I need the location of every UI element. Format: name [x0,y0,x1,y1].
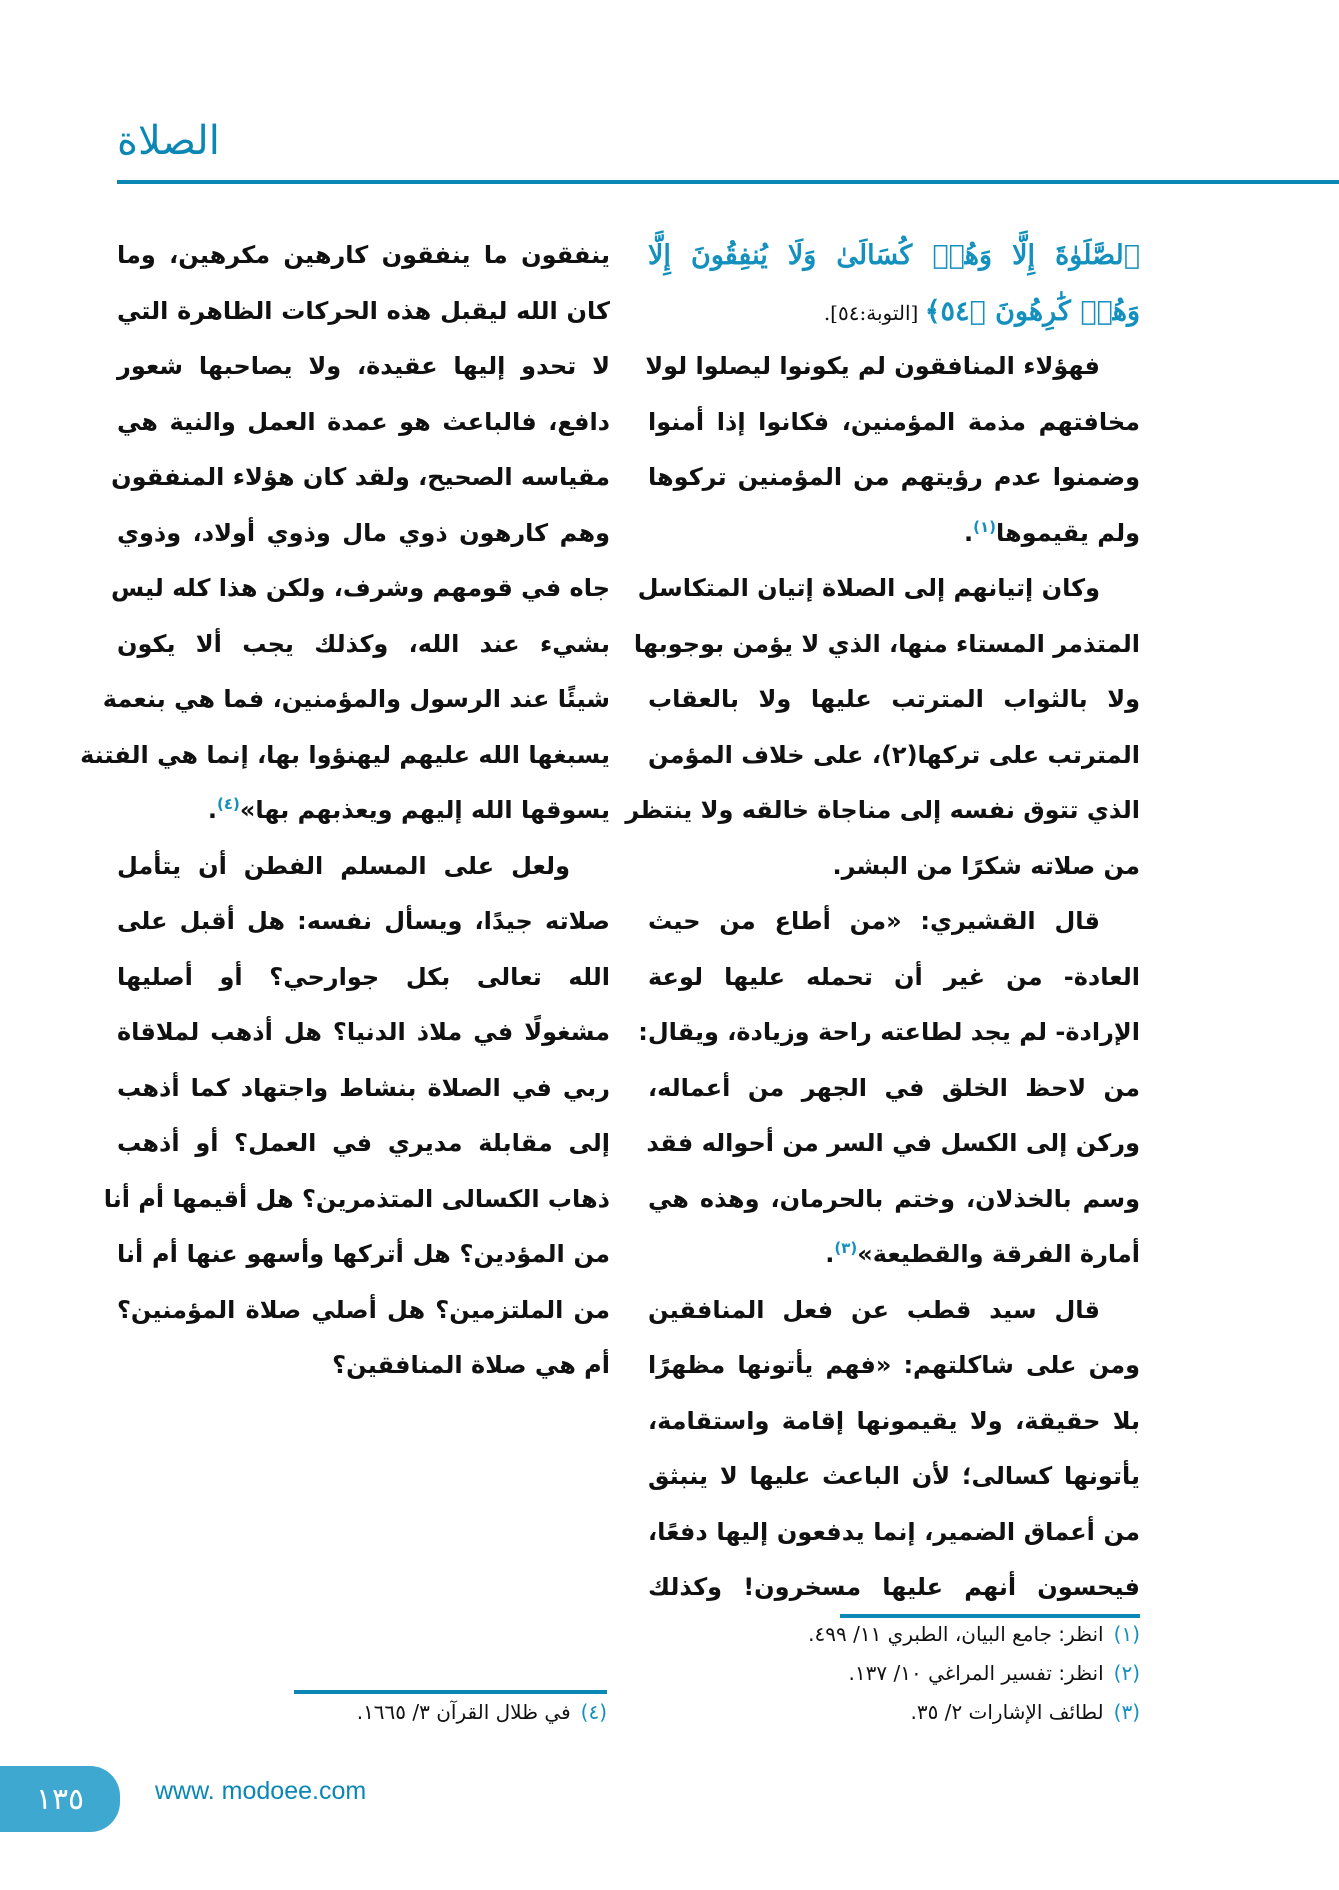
text-line [117,1338,610,1394]
text-line [648,1116,1140,1172]
line-text: المتذمر المستاء منها، الذي لا يؤمن بوجوبها [633,629,1140,658]
line-text: مخافتهم مذمة المؤمنين، فكانوا إذا أمنوا [648,407,1140,436]
line-text: ينفقون ما ينفقون كارهين مكرهين، وما [117,241,610,269]
chapter-title: الصلاة [117,118,220,164]
footnote [357,1700,607,1724]
line-text: من صلاته شكرًا من البشر. [832,851,1140,880]
footnote-separator [294,1690,607,1694]
text-line [117,1227,610,1283]
page-number: ١٣٥ [0,1766,120,1832]
left-column [80,228,610,1394]
right-column [625,228,1140,1616]
line-text: مقياسه الصحيح، ولقد كان هؤلاء المنفقون [111,463,610,491]
footnote [910,1700,1140,1724]
line-text: فهؤلاء المنافقون لم يكونوا ليصلوا لولا [645,352,1100,380]
text-line [648,1061,1140,1117]
text-line [648,1338,1140,1394]
text-line [645,339,1140,395]
line-text: الذي تتوق نفسه إلى مناجاة خالقه ولا ينتظر [625,796,1140,824]
website-link[interactable]: www. modoee.com [155,1777,367,1805]
line-text: الإرادة- لم يجد لطاعته راحة وزيادة، ويقال: [638,1018,1140,1046]
line-text: كان الله ليقبل هذه الحركات الظاهرة التي [117,296,610,325]
text-line [117,1283,610,1339]
text-line [648,1560,1140,1616]
quran-verse-text: وَهُمۡ كَٰرِهُونَ ﴿٥٤﴾ [924,295,1140,327]
footnote-number: (٣) [1113,1700,1140,1724]
footnote-separator [840,1614,1140,1618]
line-text: من الملتزمين؟ هل أصلي صلاة المؤمنين؟ [117,1295,610,1324]
text-line [638,1005,1140,1061]
line-text: وسم بالخذلان، وختم بالحرمان، وهذه هي [648,1184,1140,1213]
line-text: ربي في الصلاة بنشاط واجتهاد كما أذهب [117,1073,610,1102]
text-line [648,950,1140,1006]
line-text: دافع، فالباعث هو عمدة العمل والنية هي [117,407,610,436]
footnote-text: في ظلال القرآن ٣/ ١٦٦٥. [356,1700,571,1724]
text-line [633,617,1140,673]
text-line [648,1505,1140,1561]
footnote-marker: (١) [973,517,997,536]
text-line [117,783,610,839]
line-text: بشيء عند الله، وكذلك يجب ألا يكون [117,629,610,658]
text-line [648,728,1140,784]
line-text: العادة- من غير أن تحمله عليها لوعة [648,962,1140,991]
line-text: ولعل على المسلم الفطن أن يتأمل [117,851,570,880]
text-line [117,284,610,340]
text-line [648,1283,1140,1339]
text-line [117,395,610,451]
line-text: أمارة الفرقة والقطيعة» [857,1240,1140,1268]
footnote [808,1622,1140,1646]
line-text: من لاحظ الخلق في الجهر من أعماله، [648,1073,1140,1102]
verse-reference: [التوبة:٥٤]. [823,300,925,325]
line-text: وهم كارهون ذوي مال وذوي أولاد، وذوي [117,518,610,547]
line-text: ولا بالثواب المترتب عليها ولا بالعقاب [648,685,1140,713]
text-line [648,450,1140,506]
text-line [648,1394,1140,1450]
text-line [648,839,1140,895]
header-rule [117,180,1339,184]
line-text: مشغولًا في ملاذ الدنيا؟ هل أذهب لملاقاة [117,1018,610,1046]
line-text: قال القشيري: «من أطاع من حيث [648,907,1100,935]
text-line [117,228,610,284]
line-text: ومن على شاكلتهم: «فهم يأتونها مظهرًا [648,1351,1140,1379]
footnote-number: (١) [1113,1622,1140,1646]
line-text: ولم يقيموها [996,518,1140,547]
text-line [648,506,1140,562]
text-line [637,561,1140,617]
line-text: ذهاب الكسالى المتذمرين؟ هل أقيمها أم أنا [103,1184,610,1213]
line-text: المترتب على تركها(٢)، على خلاف المؤمن [648,740,1140,769]
text-line [80,728,610,784]
text-line [648,1172,1140,1228]
footnote-number: (٢) [1113,1661,1140,1685]
line-text: وركن إلى الكسل في السر من أحواله فقد [646,1129,1140,1157]
text-line [117,339,610,395]
line-text: وكان إتيانهم إلى الصلاة إتيان المتكاسل [637,574,1100,602]
punctuation: . [964,518,974,547]
line-text: يأتونها كسالى؛ لأن الباعث عليها لا ينبثق [648,1462,1140,1490]
text-line [648,1449,1140,1505]
line-text: الله تعالى بكل جوارحي؟ أو أصليها [117,962,610,991]
line-text: جاه في قومهم وشرف، ولكن هذا كله ليس [111,574,610,602]
text-line [117,1061,610,1117]
text-line [117,839,610,895]
line-text: يسبغها الله عليهم ليهنؤوا بها، إنما هي الفتنة [80,740,610,769]
footnote-marker: (٣) [834,1239,858,1257]
line-text: أم هي صلاة المنافقين؟ [332,1351,610,1379]
line-text: فيحسون أنهم عليها مسخرون! وكذلك [648,1573,1140,1601]
text-line [117,1116,610,1172]
line-text: لا تحدو إليها عقيدة، ولا يصاحبها شعور [117,352,610,380]
line-text: إلى مقابلة مديري في العمل؟ أو أذهب [117,1129,610,1157]
line-text: بلا حقيقة، ولا يقيمونها إقامة واستقامة، [648,1406,1140,1435]
line-text: صلاته جيدًا، ويسأل نفسه: هل أقبل على [117,907,610,935]
quran-verse-line: ٱلصَّلَوٰةَ إِلَّا وَهُمۡ كُسَالَىٰ وَلَا يُنفِقُونَ إِلَّا [648,240,1140,271]
quran-verse-line [648,284,1140,340]
punctuation: . [207,796,217,824]
footnote-marker: (٤) [216,795,240,813]
text-line [111,561,610,617]
footnote-text: انظر: تفسير المراغي ١٠/ ١٣٧. [848,1661,1104,1685]
text-line [117,1005,610,1061]
text-line [117,617,610,673]
text-line [648,672,1140,728]
line-text: يسوقها الله إليهم ويعذبهم بها» [239,796,610,824]
footnote-text: انظر: جامع البيان، الطبري ١١/ ٤٩٩. [808,1622,1104,1646]
text-line [103,1172,610,1228]
text-line [648,395,1140,451]
line-text: من أعماق الضمير، إنما يدفعون إليها دفعًا، [648,1517,1140,1546]
text-line [117,506,610,562]
text-line [648,1227,1140,1283]
line-text: وضمنوا عدم رؤيتهم من المؤمنين تركوها [648,463,1140,491]
line-text: من المؤدين؟ هل أتركها وأسهو عنها أم أنا [117,1240,610,1268]
text-line [625,783,1140,839]
text-line [102,672,610,728]
text-line [648,894,1140,950]
footnote [849,1661,1140,1685]
line-text: قال سيد قطب عن فعل المنافقين [648,1295,1100,1324]
footnote-number: (٤) [580,1700,607,1724]
punctuation: . [825,1240,835,1268]
text-line [117,950,610,1006]
line-text: شيئًا عند الرسول والمؤمنين، فما هي بنعمة [102,685,610,713]
footnote-text: لطائف الإشارات ٢/ ٣٥. [910,1700,1104,1724]
text-line [111,450,610,506]
text-line [117,894,610,950]
